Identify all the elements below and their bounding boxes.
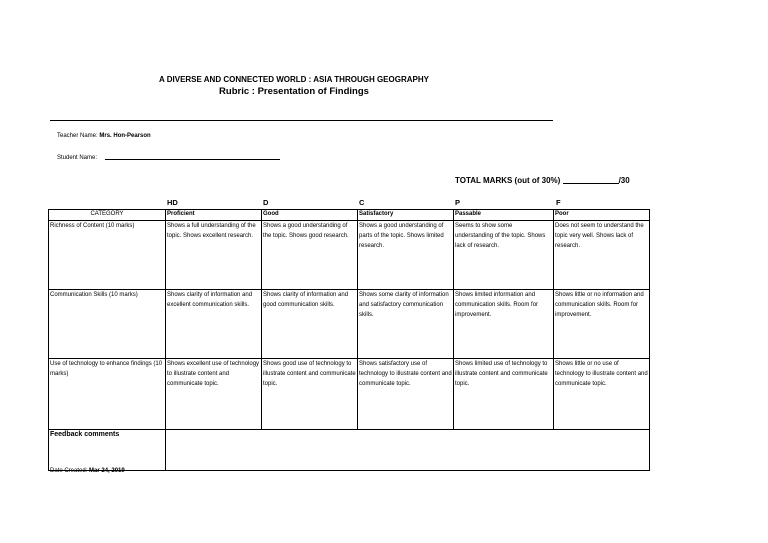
feedback-label: Feedback comments (49, 430, 166, 471)
criteria-cell: Shows a full understanding of the topic. Shows excellent research. (166, 221, 262, 290)
criteria-cell: Shows limited use of technology to illustrate content and communicate topic. (454, 359, 554, 430)
category-header: CATEGORY (49, 210, 166, 221)
criteria-cell: Shows excellent use of technology to illustrate content and communicate topic. (166, 359, 262, 430)
grade-c: C (359, 198, 365, 207)
criteria-cell: Shows a good understanding of parts of the topic. Shows limited research. (358, 221, 454, 290)
criteria-cell: Shows clarity of information and good communication skills. (262, 290, 358, 359)
total-marks (455, 176, 630, 185)
category-cell: Communication Skills (10 marks) (49, 290, 166, 359)
date-value: Mar 24, 2019 (89, 468, 125, 474)
table-header-row (49, 210, 650, 221)
feedback-comments-field[interactable] (166, 430, 650, 471)
rubric-table (48, 209, 650, 471)
header-divider (50, 120, 553, 121)
teacher-name-line (57, 133, 151, 139)
table-row (49, 290, 650, 359)
grade-p: P (455, 198, 461, 207)
student-name-blank[interactable] (105, 159, 280, 160)
date-created (50, 468, 125, 474)
table-row (49, 221, 650, 290)
total-marks-label: TOTAL MARKS (out of 30%) (455, 176, 561, 185)
level-header-satisfactory: Satisfactory (358, 210, 454, 221)
criteria-cell: Shows a good understanding of the topic. Shows good research. (262, 221, 358, 290)
criteria-cell: Shows some clarity of information and satisfactory communication skills. (358, 290, 454, 359)
table-row (49, 359, 650, 430)
document-title: A DIVERSE AND CONNECTED WORLD : ASIA THROUGH GEOGRAPHY (159, 75, 429, 84)
category-cell: Use of technology to enhance findings (10 marks) (49, 359, 166, 430)
criteria-cell: Shows satisfactory use of technology to illustrate content and communicate topic. (358, 359, 454, 430)
level-header-good: Good (262, 210, 358, 221)
criteria-cell: Shows limited information and communication skills. Room for improvement. (454, 290, 554, 359)
student-name-line (57, 155, 280, 161)
total-marks-denominator: /30 (618, 176, 630, 185)
level-header-poor: Poor (554, 210, 650, 221)
category-cell: Richness of Content (10 marks) (49, 221, 166, 290)
grade-f: F (556, 198, 561, 207)
grade-hd: HD (167, 198, 178, 207)
grade-d: D (263, 198, 269, 207)
document-subtitle: Rubric : Presentation of Findings (219, 86, 369, 97)
criteria-cell: Does not seem to understand the topic very well. Shows lack of research. (554, 221, 650, 290)
criteria-cell: Shows good use of technology to illustrate content and communicate topic. (262, 359, 358, 430)
teacher-label: Teacher Name: (57, 133, 98, 139)
teacher-name: Mrs. Hon-Pearson (99, 133, 151, 139)
feedback-row (49, 430, 650, 471)
student-label: Student Name: (57, 155, 98, 161)
criteria-cell: Shows little or no information and communication skills. Room for improvement. (554, 290, 650, 359)
level-header-passable: Passable (454, 210, 554, 221)
level-header-proficient: Proficient (166, 210, 262, 221)
criteria-cell: Shows little or no use of technology to illustrate content and communicate topic. (554, 359, 650, 430)
total-marks-blank[interactable] (563, 183, 619, 184)
date-label: Date Created: (50, 468, 88, 474)
criteria-cell: Seems to show some understanding of the topic. Shows lack of research. (454, 221, 554, 290)
criteria-cell: Shows clarity of information and excellent communication skills. (166, 290, 262, 359)
